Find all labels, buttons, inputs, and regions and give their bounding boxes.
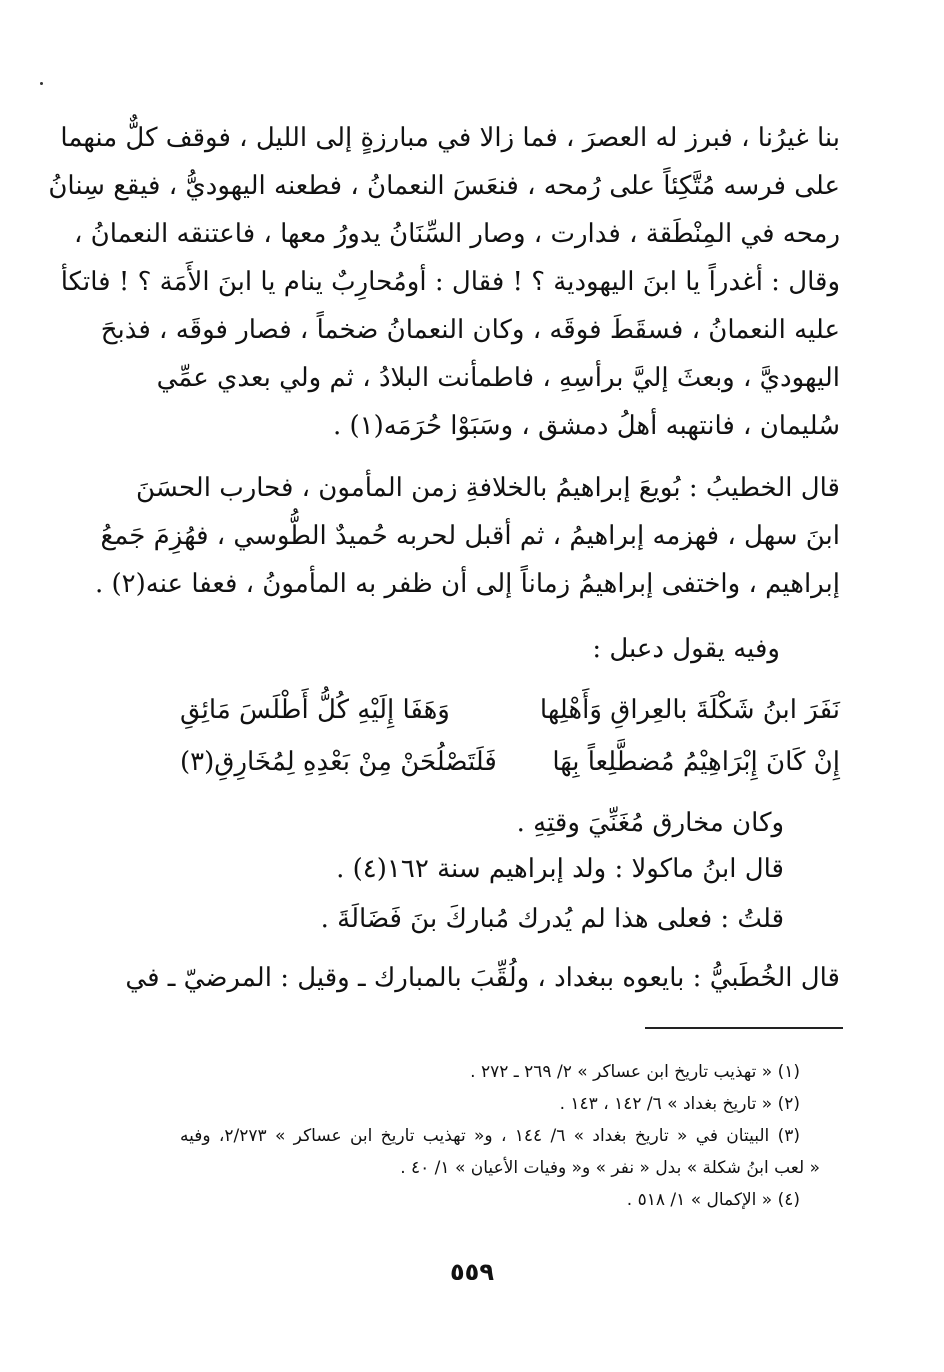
text-line: بنا غيرُنا ، فبرز له العصرَ ، فما زالا في مبارزةٍ إلى الليل ، فوقف كلٌّ منهما xyxy=(60,123,840,153)
text-line: سُليمان ، فانتهبه أهلُ دمشق ، وسَبَوْا حُرَمَه(١) . xyxy=(332,411,840,441)
poem-verse xyxy=(180,684,840,736)
footnote-divider xyxy=(645,1027,843,1029)
text-line: اليهوديَّ ، وبعثَ إليَّ برأسِهِ ، فاطمأنت البلادُ ، ثم ولي بعدي عمِّي xyxy=(156,363,840,393)
footnote: (٤) « الإكمال » ١/ ٥١٨ . xyxy=(626,1190,800,1210)
hemistich-second: وَهَفَا إِلَيْهِ كُلُّ أَطْلَسَ مَائِقِ xyxy=(180,695,450,725)
paragraph-after-poem xyxy=(321,800,784,946)
text-line: قال الخُطَبيُّ : بايعوه ببغداد ، ولُقِّبَ بالمبارك ـ وقيل : المرضيّ ـ في xyxy=(125,963,840,993)
footnote: (٣) البيتان في « تاريخ بغداد » ٦/ ١٤٤ ، و« تهذيب تاريخ ابن عساكر » ٢/٢٧٣، وفيه xyxy=(180,1126,800,1146)
text-line: عليه النعمانُ ، فسقَطَ فوقَه ، وكان النعمانُ ضخماً ، فصار فوقَه ، فذبحَ xyxy=(100,315,840,345)
poem-intro xyxy=(180,625,840,673)
text-line: إبراهيم ، واختفى إبراهيمُ زماناً إلى أن ظفر به المأمونُ ، فعفا عنه(٢) . xyxy=(94,569,840,599)
hemistich-first: نَفَرَ ابنُ شَكْلَةَ بالعِراقِ وَأَهْلِها xyxy=(539,695,840,725)
text-line: على فرسه مُتَّكِئاً على رُمحه ، فنعَسَ النعمانُ ، فطعنه اليهوديُّ ، فيقع سِنانُ xyxy=(48,171,840,201)
text-line: وقال : أغدراً يا ابنَ اليهودية ؟ ! فقال : أومُحارِبٌ ينام يا ابنَ الأَمَة ؟ ! فاتكأ xyxy=(60,267,840,297)
paragraph-narrative xyxy=(48,114,840,450)
text-line: قال الخطيبُ : بُويعَ إبراهيمُ بالخلافةِ زمن المأمون ، فحارب الحسَنَ xyxy=(136,473,840,503)
paragraph-khutabi xyxy=(125,954,840,1002)
poem-verse xyxy=(180,736,840,788)
text-line: قلتُ : فعلى هذا لم يُدرك مُباركَ بنَ فَضَالَةَ . xyxy=(320,904,784,934)
text-line: وكان مخارق مُغَنِّيَ وقتِهِ . xyxy=(516,808,784,838)
text-line: رمحه في المِنْطَقة ، فدارت ، وصار السِّنَانُ يدورُ معها ، فاعتنقه النعمانُ ، xyxy=(74,219,840,249)
footnote-continuation: « لعب ابنُ شكلة » بدل « نفر » و« وفيات الأعيان » ١/ ٤٠ . xyxy=(400,1158,820,1178)
text-line: ابنَ سهل ، فهزمه إبراهيمُ ، ثم أقبل لحربه حُميدٌ الطُّوسي ، فهُزِمَ جَمعُ xyxy=(100,521,840,551)
scan-speck xyxy=(40,82,43,85)
footnote: (٢) « تاريخ بغداد » ٦/ ١٤٢ ، ١٤٣ . xyxy=(559,1094,800,1114)
text-line: قال ابنُ ماكولا : ولد إبراهيم سنة ١٦٢(٤) . xyxy=(336,854,784,884)
hemistich-first: إِنْ كَانَ إِبْرَاهِيْمُ مُضطَّلِعاً بِهَا xyxy=(552,747,840,777)
page-number: ٥٥٩ xyxy=(450,1258,494,1286)
footnote: (١) « تهذيب تاريخ ابن عساكر » ٢/ ٢٦٩ ـ ٢٧٢ . xyxy=(470,1062,800,1082)
hemistich-second: فَلَتَصْلُحَنْ مِنْ بَعْدِهِ لِمُخَارِقِ(٣) xyxy=(180,747,497,777)
text-line: وفيه يقول دعبل : xyxy=(592,634,780,664)
poem xyxy=(180,684,840,788)
paragraph-khatib xyxy=(94,464,840,608)
footnotes xyxy=(180,1056,820,1216)
